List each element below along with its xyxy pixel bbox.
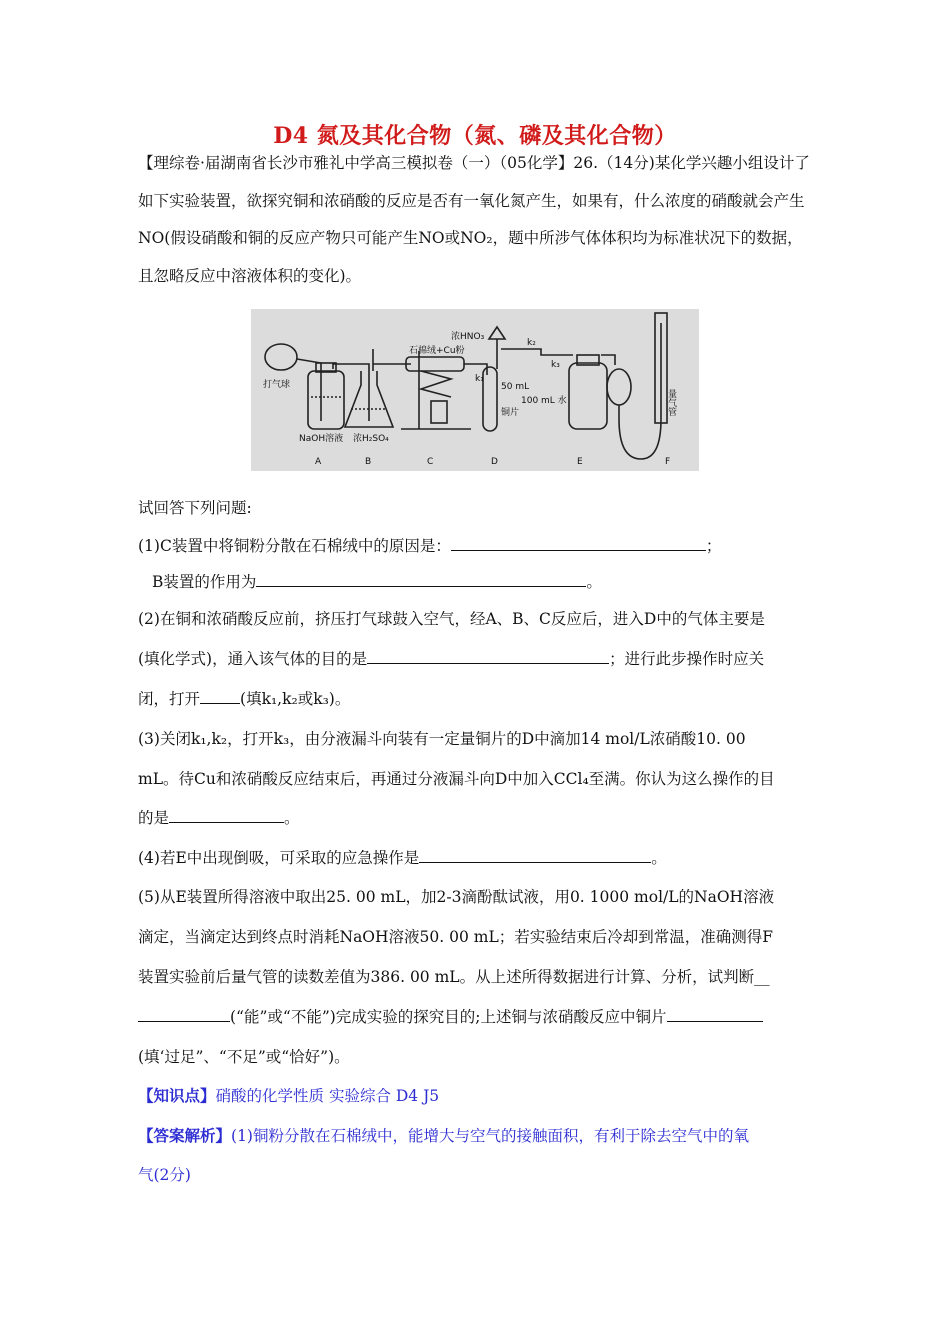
question-1b-text: B装置的作用为 — [152, 573, 257, 591]
knowledge-text: 硝酸的化学性质 实验综合 D4 J5 — [215, 1087, 440, 1105]
question-4-end: 。 — [651, 849, 667, 867]
question-1a-end: ； — [705, 537, 722, 555]
label-50ml: 50 mL — [501, 382, 530, 392]
label-c: C — [427, 457, 434, 467]
question-3c-end: 。 — [284, 809, 300, 827]
apparatus-figure — [251, 309, 699, 471]
label-gas-tube: 量气管 — [666, 389, 676, 416]
answer-blank — [256, 572, 586, 587]
answer-blank — [419, 848, 651, 863]
question-2b-end: ；进行此步操作时应关 — [609, 650, 765, 668]
answer-blank — [200, 689, 240, 704]
label-e: E — [577, 457, 583, 467]
knowledge-tag: 【知识点】 — [138, 1086, 216, 1105]
label-naoh: NaOH溶液 — [299, 434, 344, 444]
answer-blank — [367, 649, 609, 664]
question-1a — [138, 534, 814, 556]
question-3b: mL。待Cu和浓硝酸反应结束后，再通过分液漏斗向D中加入CCl₄至满。你认为这么操作的目 — [138, 770, 775, 788]
answer-line-2: 气(2分) — [138, 1166, 191, 1184]
answer-blank — [169, 808, 284, 823]
question-2c-text: 闭，打开 — [138, 690, 201, 708]
answer-tag: 【答案解析】 — [138, 1126, 232, 1145]
answer-blank — [667, 1007, 763, 1022]
question-5b: 滴定，当滴定达到终点时消耗NaOH溶液50. 00 mL；若实验结束后冷却到常温，准确测得F — [138, 928, 774, 946]
knowledge-point — [138, 1084, 814, 1106]
label-hno3: 浓HNO₃ — [451, 332, 485, 342]
label-d: D — [491, 457, 498, 467]
question-1b — [152, 570, 828, 592]
question-3a: (3)关闭k₁,k₂，打开k₃，由分液漏斗向装有一定量铜片的D中滴加14 mol/L浓硝酸10. 00 — [138, 730, 746, 748]
question-2c-end: (填k₁,k₂或k₃)。 — [240, 690, 351, 708]
label-k1: k₁ — [475, 374, 484, 384]
question-2c — [138, 687, 814, 709]
label-h2so4: 浓H₂SO₄ — [353, 434, 389, 444]
question-2b — [138, 647, 814, 669]
page-title: D4 氮及其化合物（氮、磷及其化合物） — [273, 123, 677, 149]
label-f: F — [665, 457, 671, 467]
label-water: 100 mL 水 — [521, 396, 567, 406]
question-4 — [138, 846, 814, 868]
question-1a-text: (1)C装置中将铜粉分散在石棉绒中的原因是： — [138, 537, 451, 555]
answer-analysis — [138, 1124, 814, 1146]
label-pump: 打气球 — [263, 380, 291, 390]
question-2a: (2)在铜和浓硝酸反应前，挤压打气球鼓入空气，经A、B、C反应后，进入D中的气体主要是 — [138, 610, 765, 628]
questions-prompt: 试回答下列问题: — [138, 499, 252, 517]
question-1b-end: 。 — [586, 573, 602, 591]
label-a: A — [315, 457, 322, 467]
label-k2: k₂ — [527, 338, 536, 348]
answer-line-1: (1)铜粉分散在石棉绒中，能增大与空气的接触面积，有利于除去空气中的氧 — [231, 1127, 749, 1145]
answer-blank — [451, 536, 706, 551]
label-asbestos: 石棉绒+Cu粉 — [409, 346, 465, 356]
question-5a: (5)从E装置所得溶液中取出25. 00 mL，加2-3滴酚酞试液，用0. 1000 mol/L的NaOH溶液 — [138, 888, 775, 906]
question-4-text: (4)若E中出现倒吸，可采取的应急操作是 — [138, 849, 420, 867]
label-copper: 铜片 — [501, 408, 520, 418]
question-5d — [138, 1005, 814, 1027]
apparatus-diagram — [251, 309, 699, 471]
question-5c: 装置实验前后量气管的读数差值为386. 00 mL。从上述所得数据进行计算、分析，试判断__ — [138, 968, 770, 986]
question-5e: (填‘过足”、“不足”或“恰好”)。 — [138, 1048, 350, 1066]
question-2b-text: (填化学式)，通入该气体的目的是 — [138, 650, 368, 668]
answer-blank — [138, 1007, 230, 1022]
question-5d-text: (“能”或“不能”)完成实验的探究目的;上述铜与浓硝酸反应中铜片 — [230, 1008, 667, 1026]
question-3c-text: 的是 — [138, 809, 170, 827]
label-b: B — [365, 457, 372, 467]
question-intro: 【理综卷·届湖南省长沙市雅礼中学高三模拟卷（一）（05化学】26.（14分)某化学兴趣小组设计了如下实验装置，欲探究铜和浓硝酸的反应是否有一氧化氮产生，如果有，什么浓度的硝酸就会产生NO(假设硝酸和铜的反应产物只可能产生NO或NO₂，题中所涉气体体积均为标准状况下的数据，且忽略反应中溶液体积的变化)。 — [138, 154, 810, 285]
label-k3: k₃ — [551, 360, 560, 370]
question-3c — [138, 806, 814, 828]
